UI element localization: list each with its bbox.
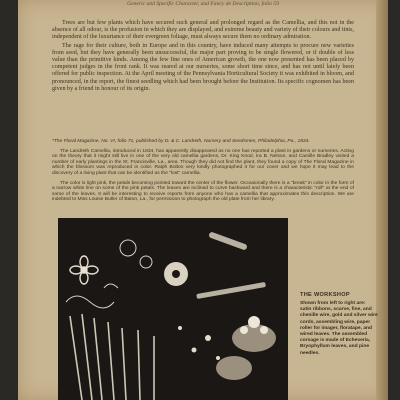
workshop-title: THE WORKSHOP (300, 292, 350, 298)
top-caption (18, 1, 388, 7)
workshop-text: Shown from left to right are: satin ribbons, scarve, fine, and chenille wire, gold and silver wire cords, assembling wire, paper roller for imager, floratape, and wired leaves. The assembled corsage is made of Echeveria, Bryophyllum leaves, and pine needles. (300, 301, 378, 356)
caption-line: Generic and Specific Character, and Fancy de Description, folio 59 (127, 1, 279, 7)
body-paragraph-1: Trees are but few plants which have secured such general and prolonged regard as the Camellia, and this not in the absence of all odour, is the profusion in which they are displayed, and extreme beauty and variety of their colours and tints, independent of the luxuriance of their evergreen foliage, must always secure them no ordinary admiration. (52, 20, 354, 41)
workshop-caption (300, 292, 378, 357)
note-paragraph-2: The color is light pink, the petals becoming pointed toward the center of the flower. Occasionally there is a "break" in color in the form of a narrow white line on some of the pink petals. The leaves are inclined to curve backward and there is a characteristic "roll" at the end of some of the leaves. It will be interesting to receive reports from anyone who has a camellia that approximates this description. We are indebted to Miss Louise Butler of Baton, La., for permission to photograph the old plate from her library. (52, 180, 354, 203)
workshop-photo (58, 218, 288, 400)
article-body (52, 20, 354, 94)
editor-notes (52, 139, 354, 207)
note-reference: *The Floral Magazine, No. VI, folio 71, published by D. & C. Landreth, Nursery and Seedsmen, Philadelphia, Pa., 1834. (52, 139, 310, 144)
body-paragraph-2: The rage for their culture, both in Europe and in this country, have induced many attempts to procure new varieties from seed, but they have generally been unsuccessful, the major part proving to be single flowered, or if double of less value than the primitive kinds. Among the few fine ones of American growth, the one now presented has been placed by competent judges in the front rank. It was reared at our nurseries, some short time since, and has not until lately been offered for public inspection. At the April meeting of the Pennsylvania Horticultural Society it was exhibited in bloom, and pronounced, in the report, the finest seedling which had been brought before the Institution. Its specific cognomen has been given by a friend in honour of its origin. (52, 42, 354, 92)
workshop-photo-illustration (58, 218, 288, 400)
note-paragraph-1: The Landreth Camellia, introduced in 1834, has apparently disappeared as no one has reported a plant in gardens or nurseries. Acting on the theory that it might still live in one of the very old camellia gardens, Dr. King Knod, Ira B. Nelson, and Camille Bradley visited a number of early plantings in the St. Francisville, La., area. Though they did not find the plant, they found a copy of The Floral Magazine in which the blossom was reproduced in color. Ralph Bolton very kindly photographed it for our cover and we hope it may lead to the discovery of a living plant that can be identified as the "lost" camellia. (52, 148, 354, 176)
magazine-page (18, 0, 388, 400)
